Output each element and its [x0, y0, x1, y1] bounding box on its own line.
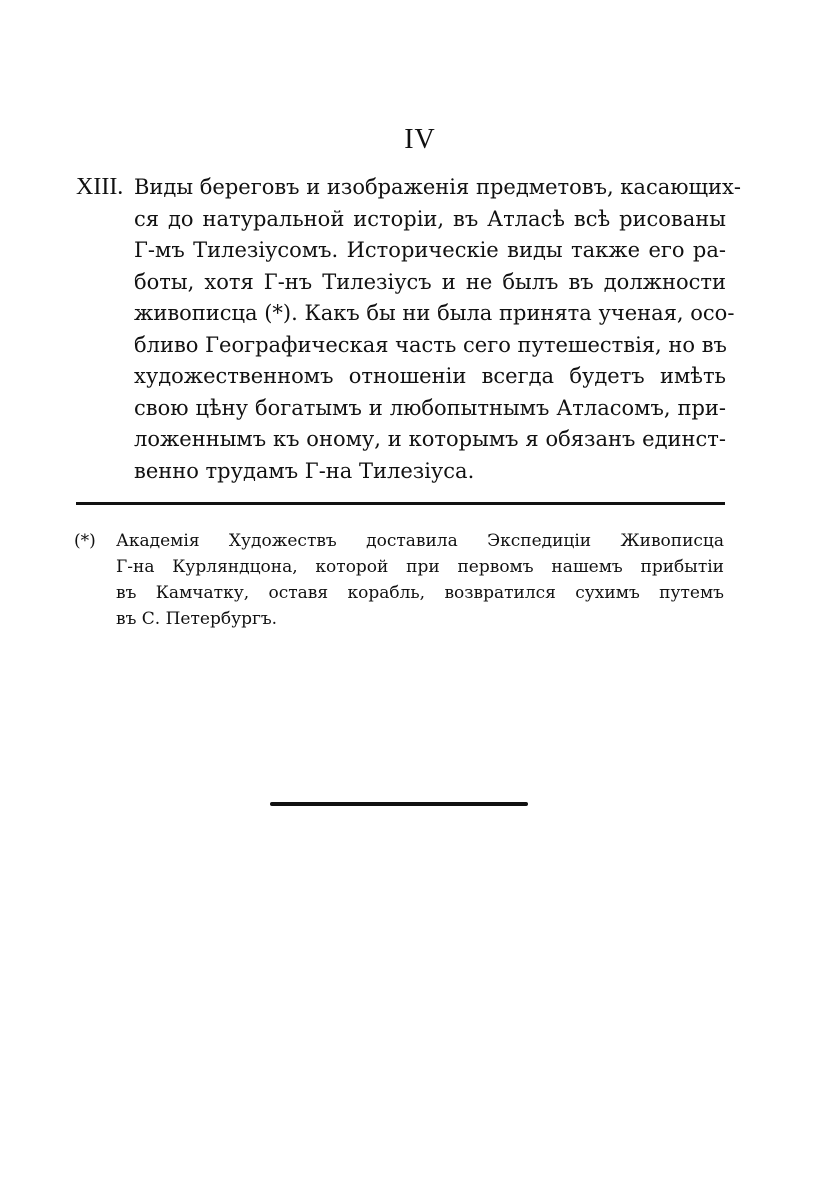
- paragraph-line: художественномъ отношеніи всегда будетъ имѣть: [134, 364, 726, 388]
- paragraph-line: Г-мъ Тилезіусомъ. Историческіе виды также его ра-: [134, 238, 726, 262]
- paragraph-line: боты, хотя Г-нъ Тилезіусъ и не былъ въ должности: [134, 269, 726, 294]
- footnote-line: въ С. Петербургъ.: [116, 609, 278, 629]
- footnote-marker: (*): [74, 531, 96, 551]
- section-xiii-paragraph: [76, 172, 741, 487]
- paragraph-line: живописца (*). Какъ бы ни была принята ученая, осо-: [134, 301, 735, 325]
- section-label: XIII.: [76, 174, 124, 200]
- paragraph-line: свою цѣну богатымъ и любопытнымъ Атласомъ, при-: [134, 395, 726, 420]
- footnote-line: [74, 528, 724, 554]
- footnote-separator-rule: [76, 502, 725, 505]
- footnote-line: въ Камчатку, оставя корабль, возвратился сухимъ путемъ: [116, 583, 724, 603]
- paragraph-line-text: Виды береговъ и изображенія предметовъ, касающих-: [134, 175, 741, 199]
- footnote: [74, 528, 724, 632]
- end-ornament-rule: [270, 802, 528, 806]
- page-number: IV: [404, 124, 436, 155]
- paragraph-line: бливо Географическая часть сего путешествія, но въ: [134, 332, 727, 357]
- paragraph-line: [76, 172, 741, 204]
- footnote-line: Г-на Курляндцона, которой при первомъ нашемъ прибытіи: [116, 557, 724, 577]
- paragraph-line: венно трудамъ Г-на Тилезіуса.: [134, 458, 475, 483]
- footnote-line-text: Академія Художествъ доставила Экспедиціи Живописца: [116, 531, 724, 551]
- paragraph-line: ложеннымъ къ оному, и которымъ я обязанъ единст-: [134, 427, 726, 451]
- paragraph-line: ся до натуральной исторіи, въ Атласѣ всѣ рисованы: [134, 206, 726, 231]
